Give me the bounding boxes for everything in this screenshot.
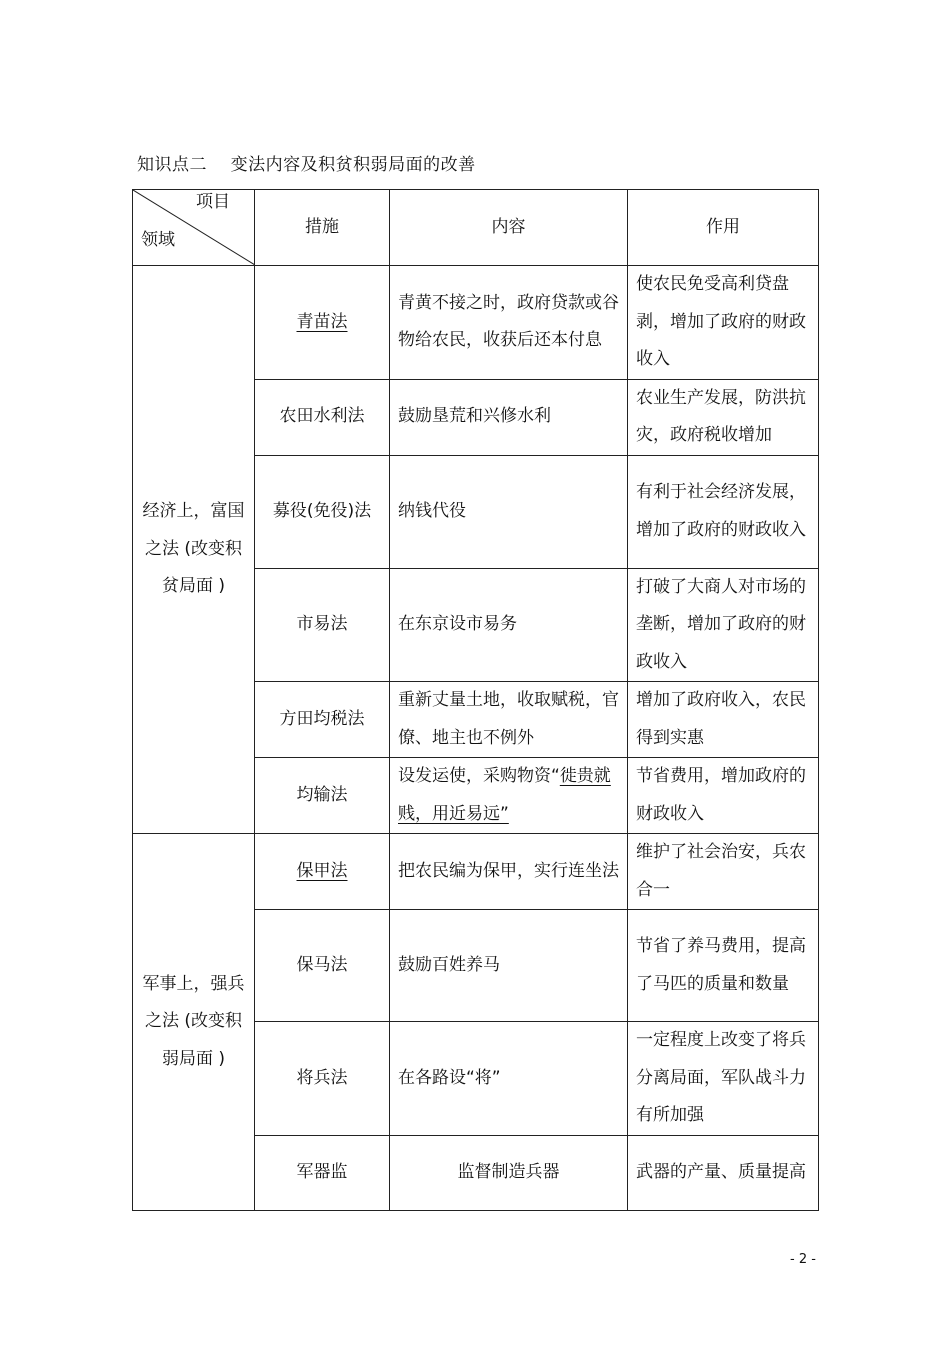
measure-cell: 青苗法 [255,266,390,380]
table-row [133,834,819,910]
corner-label-field: 领域 [141,230,175,250]
content-cell: 在东京设市易务 [390,568,628,682]
section-heading: 知识点二 变法内容及积贫积弱局面的改善 [137,155,476,175]
effect-cell: 武器的产量、质量提高 [628,1135,819,1210]
measure-cell: 均输法 [255,758,390,834]
header-content: 内容 [390,190,628,266]
effect-cell: 维护了社会治安，兵农合一 [628,834,819,910]
effect-cell: 节省了养马费用，提高了马匹的质量和数量 [628,910,819,1022]
measure-cell: 将兵法 [255,1022,390,1136]
content-cell: 监督制造兵器 [390,1135,628,1210]
field-military: 军事上，强兵之法 (改变积弱局面 ) [133,834,255,1211]
effect-cell: 使农民免受高利贷盘剥，增加了政府的财政收入 [628,266,819,380]
table-row [133,266,819,380]
effect-cell: 增加了政府收入，农民得到实惠 [628,682,819,758]
measure-cell: 农田水利法 [255,379,390,455]
content-cell: 在各路设“将” [390,1022,628,1136]
header-measure: 措施 [255,190,390,266]
header-effect: 作用 [628,190,819,266]
effect-cell: 打破了大商人对市场的垄断，增加了政府的财政收入 [628,568,819,682]
content-cell: 鼓励百姓养马 [390,910,628,1022]
measure-cell: 方田均税法 [255,682,390,758]
effect-cell: 有利于社会经济发展，增加了政府的财政收入 [628,455,819,568]
corner-label-item: 项目 [196,192,230,212]
page-number: - 2 - [790,1252,816,1267]
content-cell: 把农民编为保甲，实行连坐法 [390,834,628,910]
measure-cell: 募役(免役)法 [255,455,390,568]
effect-cell: 一定程度上改变了将兵分离局面，军队战斗力有所加强 [628,1022,819,1136]
effect-cell: 节省费用，增加政府的财政收入 [628,758,819,834]
measure-cell: 市易法 [255,568,390,682]
content-cell: 纳钱代役 [390,455,628,568]
content-cell: 设发运使，采购物资“徙贵就贱，用近易远” [390,758,628,834]
measure-cell: 保甲法 [255,834,390,910]
reform-table [132,189,819,1211]
content-cell: 鼓励垦荒和兴修水利 [390,379,628,455]
field-economy: 经济上，富国之法 (改变积贫局面 ) [133,266,255,834]
header-row [133,190,819,266]
measure-cell: 军器监 [255,1135,390,1210]
corner-cell [133,190,255,266]
effect-cell: 农业生产发展，防洪抗灾，政府税收增加 [628,379,819,455]
measure-cell: 保马法 [255,910,390,1022]
content-cell: 重新丈量土地，收取赋税，官僚、地主也不例外 [390,682,628,758]
content-cell: 青黄不接之时，政府贷款或谷物给农民，收获后还本付息 [390,266,628,380]
